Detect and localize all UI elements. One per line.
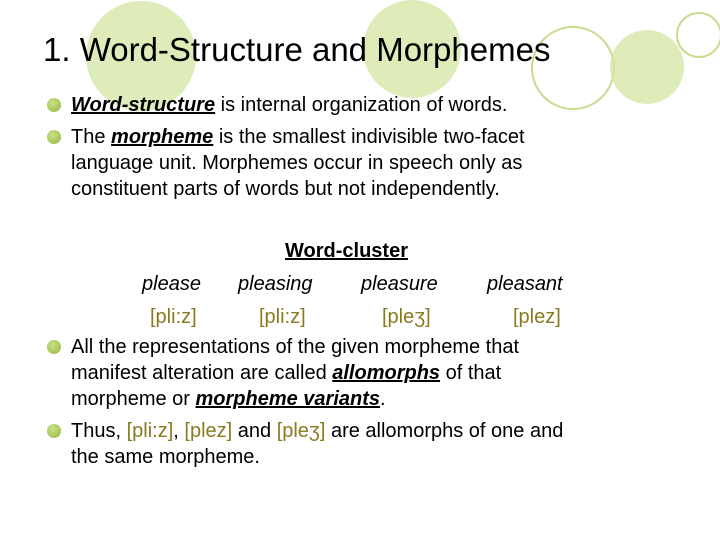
bullet4-line2: the same morpheme. — [71, 446, 260, 468]
word-cluster-heading: Word-cluster — [285, 240, 408, 262]
bullet3-line3-lead: morpheme or — [71, 388, 196, 410]
bullet3-line1: All the representations of the given morpheme that — [71, 336, 520, 358]
cluster-transcription: [pli:z] — [150, 306, 197, 328]
bullet1-text: is internal organization of words. — [215, 94, 508, 116]
bullet2-text: is the smallest indivisible two-facet — [213, 126, 525, 148]
cluster-transcription: [pleʒ] — [382, 306, 431, 328]
term-morpheme: morpheme — [111, 126, 214, 148]
bullet4-rest: are allomorphs of one and — [325, 420, 564, 442]
term-allomorphs: allomorphs — [332, 362, 441, 384]
cluster-word: pleasure — [361, 273, 438, 295]
bullet-icon — [47, 424, 61, 438]
cluster-word: pleasant — [487, 273, 563, 295]
term-word-structure: Word-structure — [71, 94, 216, 116]
bullet-icon — [47, 340, 61, 354]
bullet4-and: and — [232, 420, 277, 442]
bullet4-sep: , — [173, 420, 185, 442]
cluster-transcription: [plez] — [513, 306, 561, 328]
cluster-word: please — [142, 273, 201, 295]
term-morpheme-variants: morpheme variants — [195, 388, 381, 410]
transcription-plezh: [pleʒ] — [276, 420, 326, 442]
bullet3-line2-lead: manifest alteration are called — [71, 362, 333, 384]
bullet3-line2 — [71, 362, 501, 385]
bullet3-line3-rest: . — [380, 388, 386, 410]
bullet-icon — [47, 98, 61, 112]
bullet-icon — [47, 130, 61, 144]
slide-title: 1. Word-Structure and Morphemes — [43, 31, 551, 68]
bullet2-lead: The — [71, 126, 112, 148]
bullet2-line2: language unit. Morphemes occur in speech only as — [71, 152, 523, 174]
bullet2-line3: constituent parts of words but not independently. — [71, 178, 500, 200]
transcription-pli-z: [pli:z] — [126, 420, 174, 442]
bullet3-line2-rest: of that — [440, 362, 502, 384]
bullet3-line3 — [71, 388, 386, 411]
cluster-transcription: [pli:z] — [259, 306, 306, 328]
transcription-plez: [plez] — [184, 420, 233, 442]
bullet4-lead: Thus, — [71, 420, 127, 442]
cluster-word: pleasing — [238, 273, 313, 295]
